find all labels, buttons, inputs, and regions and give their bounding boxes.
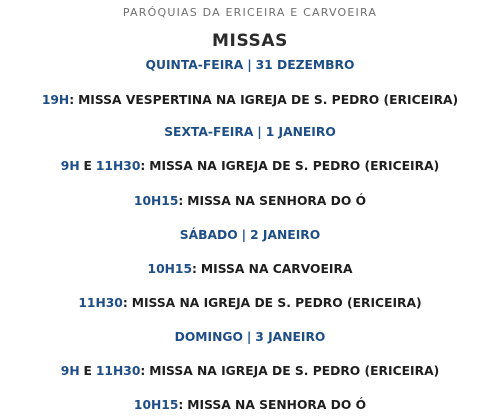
day-date: 1 JANEIRO <box>265 125 336 139</box>
mass-time: 11H30 <box>95 364 141 378</box>
mass-time: 9H <box>60 159 80 173</box>
day-name: DOMINGO <box>174 330 243 344</box>
mass-entry <box>0 261 500 277</box>
mass-entry <box>0 158 500 174</box>
mass-entry <box>0 193 500 209</box>
mass-entry <box>0 363 500 379</box>
day-name: SEXTA-FEIRA <box>164 125 254 139</box>
colon: : <box>192 262 197 276</box>
page-title: MISSAS <box>212 31 288 51</box>
day-separator: | <box>246 330 252 344</box>
colon: : <box>140 364 146 378</box>
mass-entry <box>0 92 500 108</box>
day-name: QUINTA-FEIRA <box>145 58 244 72</box>
day-heading-sunday <box>0 329 500 345</box>
colon: : <box>122 296 128 310</box>
mass-description: MISSA NA CARVOEIRA <box>200 262 353 276</box>
colon: : <box>178 194 184 208</box>
mass-time: 11H30 <box>78 296 123 310</box>
mass-entry <box>0 397 500 413</box>
day-date: 3 JANEIRO <box>255 330 326 344</box>
mass-time: 10H15 <box>133 194 179 208</box>
day-date: 31 DEZEMBRO <box>255 58 355 72</box>
parish-name: PARÓQUIAS DA ERICEIRA E CARVOEIRA <box>122 6 378 19</box>
mass-description: MISSA NA IGREJA DE S. PEDRO (ERICEIRA) <box>131 296 422 310</box>
mass-description: MISSA NA SENHORA DO Ó <box>187 194 367 208</box>
mass-time: 10H15 <box>147 262 193 276</box>
mass-description: MISSA VESPERTINA NA IGREJA DE S. PEDRO (ERICEIRA) <box>78 93 459 107</box>
day-separator: | <box>257 125 262 139</box>
colon: : <box>69 93 75 107</box>
mass-entry <box>0 295 500 311</box>
day-name: SÁBADO <box>179 228 238 242</box>
colon: : <box>140 159 146 173</box>
mass-time: 10H15 <box>133 398 179 412</box>
mass-description: MISSA NA IGREJA DE S. PEDRO (ERICEIRA) <box>149 159 440 173</box>
day-separator: | <box>241 228 247 242</box>
mass-time: 11H30 <box>95 159 141 173</box>
conjunction: E <box>83 364 92 378</box>
conjunction: E <box>83 159 92 173</box>
mass-description: MISSA NA SENHORA DO Ó <box>187 398 367 412</box>
mass-time: 9H <box>60 364 80 378</box>
day-heading-saturday <box>0 227 500 243</box>
colon: : <box>178 398 184 412</box>
day-separator: | <box>247 58 252 72</box>
day-heading-thursday <box>0 57 500 73</box>
mass-time: 19H <box>41 93 70 107</box>
day-heading-friday <box>0 124 500 140</box>
day-date: 2 JANEIRO <box>250 228 321 242</box>
mass-description: MISSA NA IGREJA DE S. PEDRO (ERICEIRA) <box>149 364 440 378</box>
